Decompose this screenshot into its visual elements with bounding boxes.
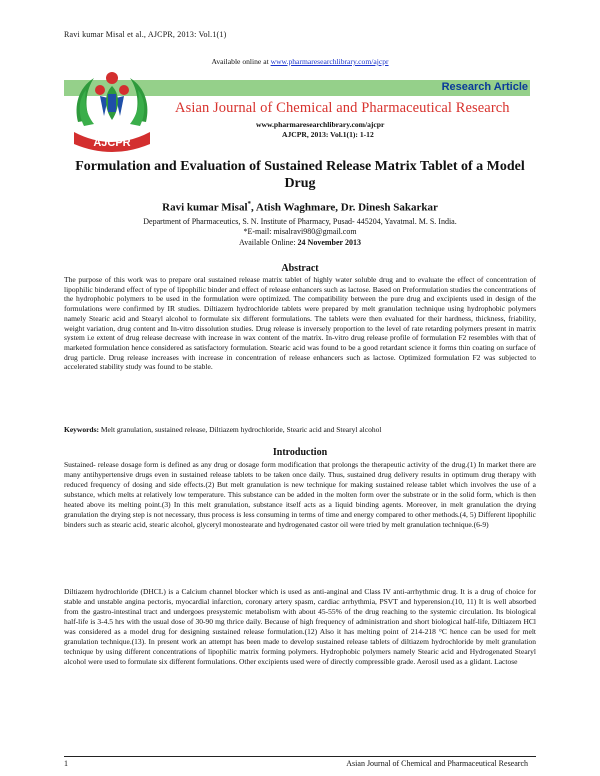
running-head: Ravi kumar Misal et al., AJCPR, 2013: Vol.1(1) xyxy=(64,30,227,39)
email: *E-mail: misalravi980@gmail.com xyxy=(243,227,357,236)
available-date-label: Available Online: xyxy=(239,238,298,247)
keywords-text: Melt granulation, sustained release, Diltiazem hydrochloride, Stearic acid and Stearyl alcohol xyxy=(99,425,382,434)
introduction-heading: Introduction xyxy=(272,447,328,458)
journal-issue: AJCPR, 2013: Vol.1(1): 1-12 xyxy=(282,130,374,139)
article-type-label: Research Article xyxy=(441,81,528,93)
author-list xyxy=(0,200,600,214)
introduction-paragraph-2: Diltiazem hydrochloride (DHCL) is a Calcium channel blocker which is used as anti-anginal and Class IV anti-arrhythmic drug. It is a drug of choice for stable and unstable angina pectoris, myocardial infarction, coronary artery spasm, cardiac arrhythmia, PSVT and hyperension.(10, 11) It is well absorbed from the gastro-intestinal tract and undergoes presystemic metabolism with about 45-55% of the drug reaching to the systemic circulation. Its biological half-life is 3-4.5 hrs with the usual dose of 30-90 mg thrice daily. Because of high frequency of administration and short biological half-life, Diltiazem HCl was considered as a model drug for designing sustained release formulation.(12) Also it has melting point of 214-218 °C hence can be used for melt granulation technique.(13). In present work an attempt has been made to develop sustained release tablets of diltiazem hydrochloride by melt granulation technique by using different concentrations of lipophilic matrix forming polymers. Hydrophobic polymers namely Stearic acid and Hydrogenated Stearyl alcohol were used to formulate six different formulations. Other excipients used were of directly compressible grade. Aerosil used as a glidant. Lactose xyxy=(64,587,536,666)
available-date-value: 24 November 2013 xyxy=(297,238,361,247)
co-authors: , Atish Waghmare, Dr. Dinesh Sakarkar xyxy=(251,201,438,214)
page-number: 1 xyxy=(64,759,68,768)
abstract-heading: Abstract xyxy=(281,263,319,274)
corresponding-mark: * xyxy=(247,200,252,208)
paper-title: Formulation and Evaluation of Sustained Release Matrix Tablet of a Model Drug xyxy=(75,159,525,191)
logo-text: AJCPR xyxy=(93,137,131,149)
available-date xyxy=(0,238,600,247)
affiliation: Department of Pharmaceutics, S. N. Institute of Pharmacy, Pusad- 445204, Yavatmal. M. S. India. xyxy=(143,217,457,226)
journal-link[interactable]: www.pharmaresearchlibrary.com/ajcpr xyxy=(270,57,389,66)
footer-rule xyxy=(64,756,536,757)
first-author: Ravi kumar Misal xyxy=(162,201,248,214)
footer-journal-name: Asian Journal of Chemical and Pharmaceutical Research xyxy=(346,759,528,768)
journal-logo xyxy=(64,64,160,156)
journal-url: www.pharmaresearchlibrary.com/ajcpr xyxy=(256,120,385,129)
journal-name: Asian Journal of Chemical and Pharmaceutical Research xyxy=(175,100,510,116)
available-online-prefix: Available online at xyxy=(211,57,271,66)
keywords xyxy=(64,425,536,435)
introduction-paragraph-1: Sustained- release dosage form is defined as any drug or dosage form modification that prolongs the therapeutic activity of the drug.(1) In market there are many antihypertensive drugs even in sustained release tablets to be taken once daily. Thus, sustained drug delivery results in optimum drug therapy with reduced frequency of dosing and side effects.(2) But melt granulation is new technique for making sustained release tablet which involves the use of a substance, which melts at relatively low temperature. This substance can be added in the molten form over the substrate or in the solid form, which is then heated above its melting point.(3) In this melt granulation, substance itself acts as a liquid binding agents. Moreover, in melt granulation the drying granulation the drying step is not necessary, thus process is less consuming in terms of time and energy compared to other methods.(4, 5) Different lipophilic binders such as stearic acid, stearic alcohol, glyceryl monostearate and hydrogenated castor oil were tried by melt granulation technique.(6-9) xyxy=(64,460,536,529)
logo-emblem xyxy=(77,72,148,126)
keywords-label: Keywords: xyxy=(64,425,99,434)
abstract-text: The purpose of this work was to prepare oral sustained release matrix tablet of highly water soluble drug and to evaluate the effect of concentration of lipophilic binderand effect of type of lipophilic binder and effect of release enhancers such as lactose. Based on Preformulation studies the concentrations of the hydrophobic polymers to be used in the formulation were optimized. The compatibility between the pure drug and excipients used in design of the formulations were confirmed by IR studies. Diltiazem hydrochloride tablets were prepared by melt granulation technique using hydrophobic polymers namely Stearic acid and Stearyl alcohol to formulate six different formulations. The tablets were then evaluated for their hardness, thickness, friability, weight variation, drug content and In-vitro dissolution studies. Drug release is inversely proportion to the level of rate retarding polymers present in matrix system i.e extent of drug release decrease with increase in wax content of the matrix. In-vitro drug release profile of formulation F2 resembles with that of marketed formulation hence considered as satisfactory formulation. Stearic acid was found to be a good retardant science it forms thin coating on surface of drug particle. Drug release increases with increase in concentration of release enhancers such as lactose. Optimized formulation F2 was subjected to accelerated stability study was found to be stable. xyxy=(64,275,536,372)
